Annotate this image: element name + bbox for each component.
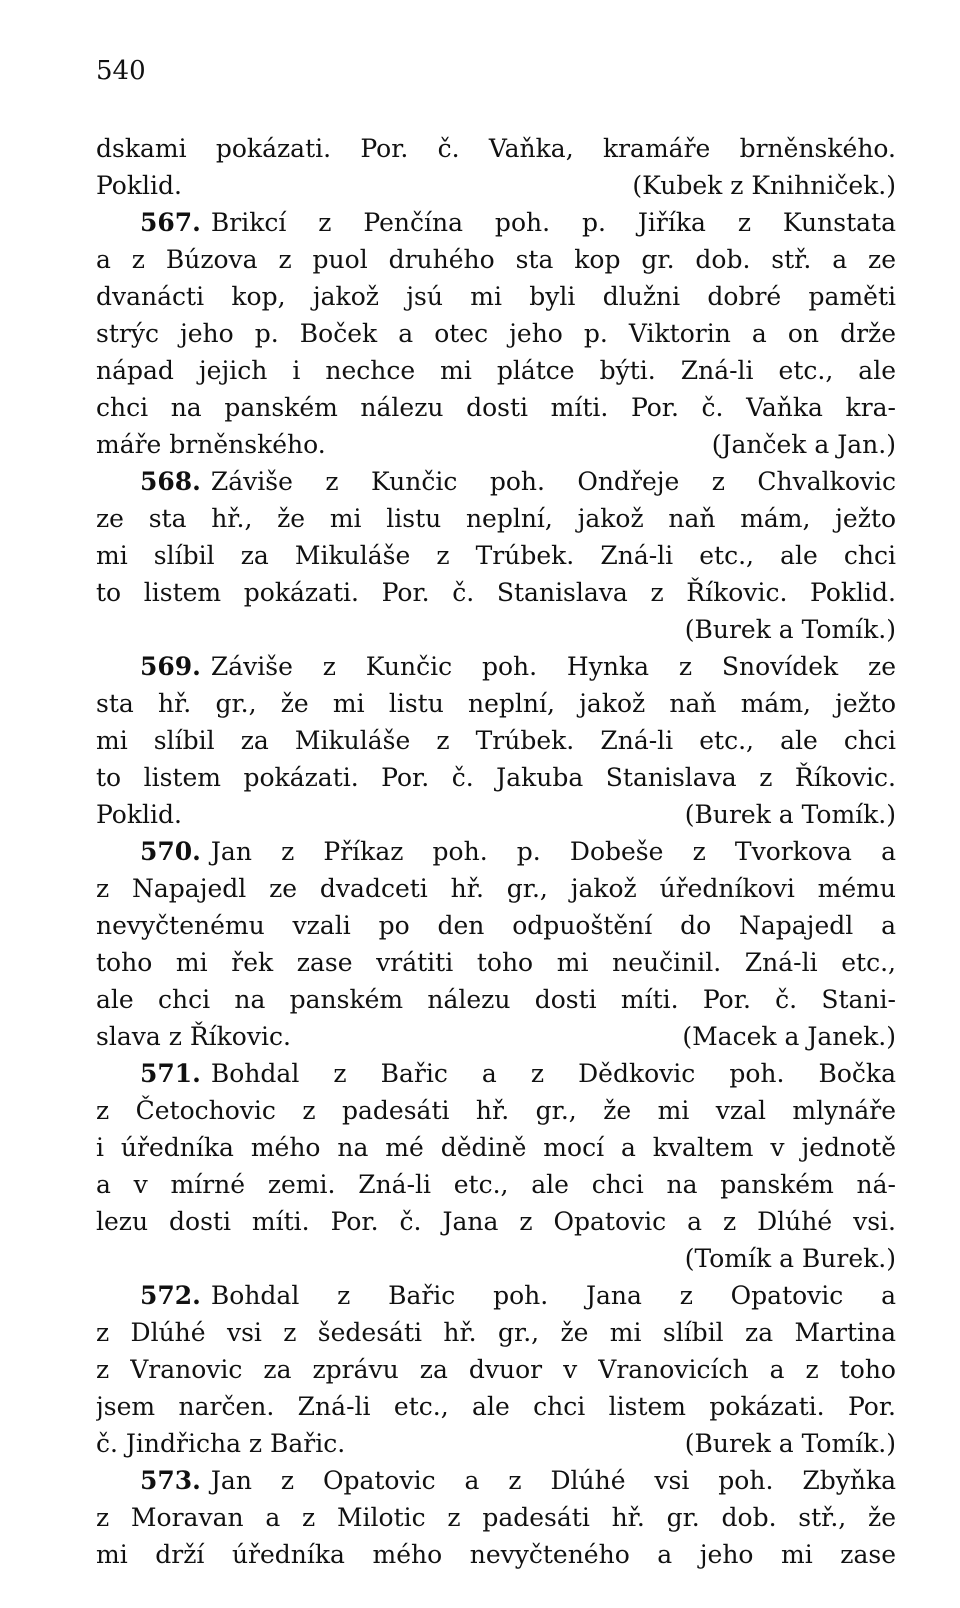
text-line: to listem pokázati. Por. č. Stanislava z Říkovic. Poklid.	[96, 578, 896, 607]
line-text: máře brněnského.	[96, 430, 326, 459]
entry-text: Bohdal z Bařic poh. Jana z Opatovic a	[210, 1281, 896, 1310]
signature-line: (Burek a Tomík.)	[684, 615, 896, 644]
body-text	[96, 130, 896, 1573]
page-number: 540	[96, 56, 146, 86]
entry-number: 569.	[140, 652, 201, 681]
text-line: ale chci na panském nálezu dosti míti. Por. č. Stani-	[96, 985, 896, 1014]
text-line: chci na panském nálezu dosti míti. Por. č. Vaňka kra-	[96, 393, 896, 422]
text-line: strýc jeho p. Boček a otec jeho p. Viktorin a on drže	[96, 319, 896, 348]
entry-number: 567.	[140, 208, 201, 237]
text-line: toho mi řek zase vrátiti toho mi neučinil. Zná-li etc.,	[96, 948, 896, 977]
entry-text: Jan z Opatovic a z Dlúhé vsi poh. Zbyňka	[210, 1466, 896, 1495]
entry-text: Brikcí z Penčína poh. p. Jiříka z Kunstata	[210, 208, 896, 237]
line-text: č. Jindřicha z Bařic.	[96, 1429, 346, 1458]
text-line: ze sta hř., že mi listu neplní, jakož naň mám, ježto	[96, 504, 896, 533]
text-line: jsem narčen. Zná-li etc., ale chci listem pokázati. Por.	[96, 1392, 896, 1421]
text-line-with-signature	[96, 1018, 896, 1055]
text-line-with-signature	[96, 167, 896, 204]
text-line: nevyčtenému vzali po den odpuoštění do Napajedl a	[96, 911, 896, 940]
entry-text: Bohdal z Bařic a z Dědkovic poh. Bočka	[210, 1059, 896, 1088]
text-line: dvanácti kop, jakož jsú mi byli dlužni dobré paměti	[96, 282, 896, 311]
line-text: Poklid.	[96, 171, 182, 200]
text-line: i úředníka mého na mé dědině mocí a kvaltem v jednotě	[96, 1133, 896, 1162]
text-line: mi slíbil za Mikuláše z Trúbek. Zná-li etc., ale chci	[96, 541, 896, 570]
scribe-signature: (Kubek z Knihniček.)	[632, 171, 896, 200]
text-line: z Napajedl ze dvadceti hř. gr., jakož úředníkovi mému	[96, 874, 896, 903]
entry-text: Záviše z Kunčic poh. Hynka z Snovídek ze	[210, 652, 896, 681]
text-line: nápad jejich i nechce mi plátce býti. Zná-li etc., ale	[96, 356, 896, 385]
scribe-signature: (Janček a Jan.)	[711, 430, 896, 459]
text-line: z Četochovic z padesáti hř. gr., že mi vzal mlynáře	[96, 1096, 896, 1125]
entry-first-line	[96, 1462, 896, 1499]
text-line: dskami pokázati. Por. č. Vaňka, kramáře brněnského.	[96, 134, 896, 163]
entry-first-line	[96, 463, 896, 500]
scribe-signature: (Burek a Tomík.)	[684, 800, 896, 829]
entry-first-line	[96, 1277, 896, 1314]
entry-number: 570.	[140, 837, 201, 866]
text-line: z Vranovic za zprávu za dvuor v Vranovicích a z toho	[96, 1355, 896, 1384]
entry-first-line	[96, 1055, 896, 1092]
entry-text: Jan z Příkaz poh. p. Dobeše z Tvorkova a	[210, 837, 896, 866]
line-text: slava z Říkovic.	[96, 1022, 291, 1051]
text-line-with-signature	[96, 426, 896, 463]
scribe-signature: (Burek a Tomík.)	[684, 1429, 896, 1458]
page	[96, 56, 896, 1573]
line-text: Poklid.	[96, 800, 182, 829]
entry-number: 572.	[140, 1281, 201, 1310]
text-line: z Moravan a z Milotic z padesáti hř. gr. dob. stř., že	[96, 1503, 896, 1532]
entry-first-line	[96, 204, 896, 241]
entry-number: 571.	[140, 1059, 201, 1088]
entry-text: Záviše z Kunčic poh. Ondřeje z Chvalkovic	[210, 467, 896, 496]
text-line: to listem pokázati. Por. č. Jakuba Stanislava z Říkovic.	[96, 763, 896, 792]
text-line: sta hř. gr., že mi listu neplní, jakož naň mám, ježto	[96, 689, 896, 718]
text-line-with-signature	[96, 1425, 896, 1462]
entry-number: 568.	[140, 467, 201, 496]
text-line: mi slíbil za Mikuláše z Trúbek. Zná-li etc., ale chci	[96, 726, 896, 755]
scribe-signature: (Macek a Janek.)	[682, 1022, 896, 1051]
text-line: a v mírné zemi. Zná-li etc., ale chci na panském ná-	[96, 1170, 896, 1199]
text-line: mi drží úředníka mého nevyčteného a jeho mi zase	[96, 1540, 896, 1569]
text-line-with-signature	[96, 796, 896, 833]
signature-line: (Tomík a Burek.)	[684, 1244, 896, 1273]
text-line: lezu dosti míti. Por. č. Jana z Opatovic a z Dlúhé vsi.	[96, 1207, 896, 1236]
entry-number: 573.	[140, 1466, 201, 1495]
text-line: z Dlúhé vsi z šedesáti hř. gr., že mi slíbil za Martina	[96, 1318, 896, 1347]
entry-first-line	[96, 833, 896, 870]
entry-first-line	[96, 648, 896, 685]
text-line: a z Búzova z puol druhého sta kop gr. dob. stř. a ze	[96, 245, 896, 274]
